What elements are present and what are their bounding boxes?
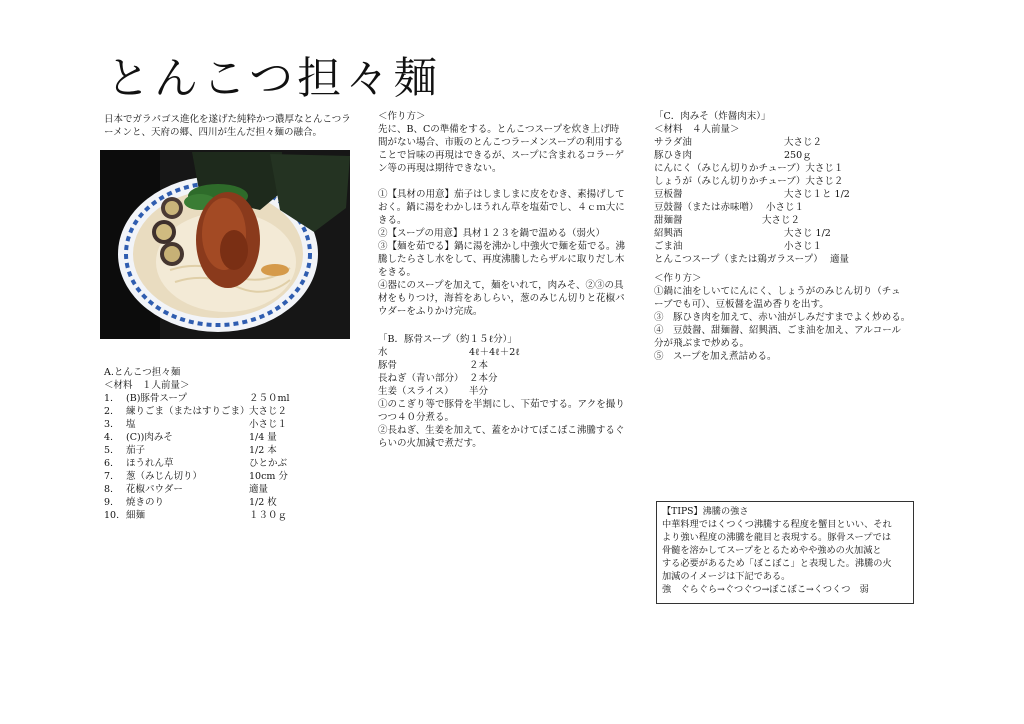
method-line: ウダーをふりかけ完成。	[378, 306, 483, 317]
ingredient-row: 6. ほうれん草 ひとかぶ	[104, 458, 288, 469]
ingredient-row: 豆鼓醤（または赤味噌） 小さじ１	[654, 202, 805, 213]
method-line: ーブでも可）、豆板醤を温め香りを出す。	[654, 299, 829, 310]
ingredient-row: 豚ひき肉 250ｇ	[654, 150, 812, 161]
section-a-servings: ＜材料 １人前量＞	[104, 380, 190, 391]
section-c-heading: 「C．肉みそ（炸醤肉末）」	[654, 111, 771, 122]
ingredient-row: 豆板醤 大さじ１と 1/2	[654, 189, 850, 200]
ingredient-row: 3. 塩 小さじ１	[104, 419, 288, 430]
method-line: ⑤ スープを加え煮詰める。	[654, 351, 777, 362]
tips-line: 加減のイメージは下記である。	[662, 571, 791, 582]
intro-text: 日本でガラパゴス進化を遂げた純粋かつ濃厚なとんこつラーメンと、天府の郷、四川が生んだ担々麺の融合。	[104, 114, 351, 138]
ingredient-row: 長ねぎ（青い部分） ２本分	[378, 373, 498, 384]
method-line: きる。	[378, 215, 407, 226]
ramen-bowl-photo	[100, 150, 350, 339]
method-line: 先に、B、Cの準備をする。とんこつスープを炊き上げ時	[378, 124, 620, 135]
tips-line: 骨髄を溶かしてスープをとるためやや強めの火加減と	[662, 545, 882, 556]
method-line: ③【麺を茹でる】鍋に湯を沸かし中強火で麺を茹でる。沸	[378, 241, 626, 252]
ingredient-row: 8. 花椒パウダー 適量	[104, 484, 269, 495]
tips-line: 強 ぐらぐら→ぐつぐつ→ぼこぼこ→くつくつ 弱	[662, 584, 869, 595]
section-c	[654, 110, 910, 363]
method-line: らいの火加減で煮だす。	[378, 438, 482, 449]
method-line: つつ４０分煮る。	[378, 412, 455, 423]
method-line: ②【スープの用意】具材１２３を鍋で温める（弱火）	[378, 228, 606, 239]
ingredient-row: 10. 細麺 １３０ｇ	[104, 510, 288, 521]
method-line: 騰したらさし水をして、再度沸騰したらザルに取りだし木	[378, 254, 625, 265]
method-line: 分が飛ぶまで炒める。	[654, 338, 750, 349]
ingredient-row: ごま油 小さじ１	[654, 241, 823, 252]
ingredient-row: 甜麺醤 大さじ２	[654, 215, 801, 226]
tips-line: する必要があるため「ぼこぼこ」と表現した。沸騰の火	[662, 558, 892, 569]
ingredient-row: 9. 焼きのり 1/2 枚	[104, 497, 277, 508]
method-line: ②長ねぎ、生姜を加えて、蓋をかけてぼこぼこ沸騰するぐ	[378, 425, 625, 436]
ingredient-row: 水 4ℓ＋4ℓ＋2ℓ	[378, 347, 520, 358]
method-line: おく。鍋に湯をわかしほうれん草を塩茹でし、４ｃｍ大に	[378, 202, 625, 213]
page-title: とんこつ担々麺	[106, 53, 442, 104]
ingredient-row: 2. 練りごま（またはすりごま） 大さじ２	[104, 406, 288, 417]
ingredient-row: 紹興酒 大さじ 1/2	[654, 228, 831, 239]
method-line: ①のこぎり等で豚骨を半割にし、下茹でする。アクを撮り	[378, 399, 625, 410]
section-c-method-heading: ＜作り方＞	[654, 273, 702, 284]
method-main	[378, 110, 625, 318]
section-b	[378, 333, 625, 450]
tips-line: より強い程度の沸騰を龍目と表現する。豚骨スープでは	[662, 532, 892, 543]
section-a-heading: A.とんこつ担々麺	[104, 367, 181, 378]
method-heading: ＜作り方＞	[378, 111, 426, 122]
ingredient-row: サラダ油 大さじ２	[654, 137, 823, 148]
ingredient-row: 7. 葱（みじん切り） 10cm 分	[104, 471, 288, 482]
tips-heading: 【TIPS】沸騰の強さ	[662, 506, 749, 517]
tips-line: 中華料理ではくつくつ沸騰する程度を蟹目といい、それ	[662, 519, 892, 530]
method-line: ④ 豆鼓醤、甜麺醤、紹興酒、ごま油を加え、アルコール	[654, 325, 902, 336]
method-line: ン等の再現は期待できない。	[378, 163, 502, 174]
method-line: ことで旨味の再現はできるが、スープに含まれるコラーゲ	[378, 150, 625, 161]
ramen-bowl-icon	[100, 150, 350, 339]
ingredient-row: 4. (C))肉みそ 1/4 量	[104, 432, 277, 443]
method-line: ①鍋に油をしいてにんにく、しょうがのみじん切り（チュ	[654, 286, 901, 297]
section-b-heading: 「B．豚骨スープ（約１５ℓ分）」	[378, 334, 517, 345]
tips-box	[656, 501, 914, 604]
ingredient-row: 5. 茄子 1/2 本	[104, 445, 277, 456]
ingredient-row: しょうが（みじん切りかチューブ） 大さじ２	[654, 176, 844, 187]
section-a-ingredient-list	[104, 392, 290, 522]
method-line: ①【具材の用意】茄子はしましまに皮をむき、素揚げして	[378, 189, 625, 200]
ingredient-row: 生姜（スライス） 半分	[378, 386, 489, 397]
method-line: 間がない場合、市販のとんこつラーメンスープの利用する	[378, 137, 624, 148]
ingredient-row: 豚骨 ２本	[378, 360, 489, 371]
method-line: ④器にのスープを加えて，麺をいれて，肉みそ、②③の具	[378, 280, 624, 291]
ingredient-row: にんにく（みじん切りかチューブ） 大さじ１	[654, 163, 844, 174]
method-line: をきる。	[378, 267, 417, 278]
ingredient-row: とんこつスープ（または鶏ガラスープ） 適量	[654, 254, 850, 265]
ingredient-row: 1. (B)豚骨スープ ２５０ml	[104, 393, 290, 404]
method-line: 材をもりつけ，海苔をあしらい，葱のみじん切りと花椒パ	[378, 293, 625, 304]
method-line: ③ 豚ひき肉を加えて、赤い油がしみだすまでよく炒める。	[654, 312, 911, 323]
section-c-servings: ＜材料 ４人前量＞	[654, 124, 740, 135]
